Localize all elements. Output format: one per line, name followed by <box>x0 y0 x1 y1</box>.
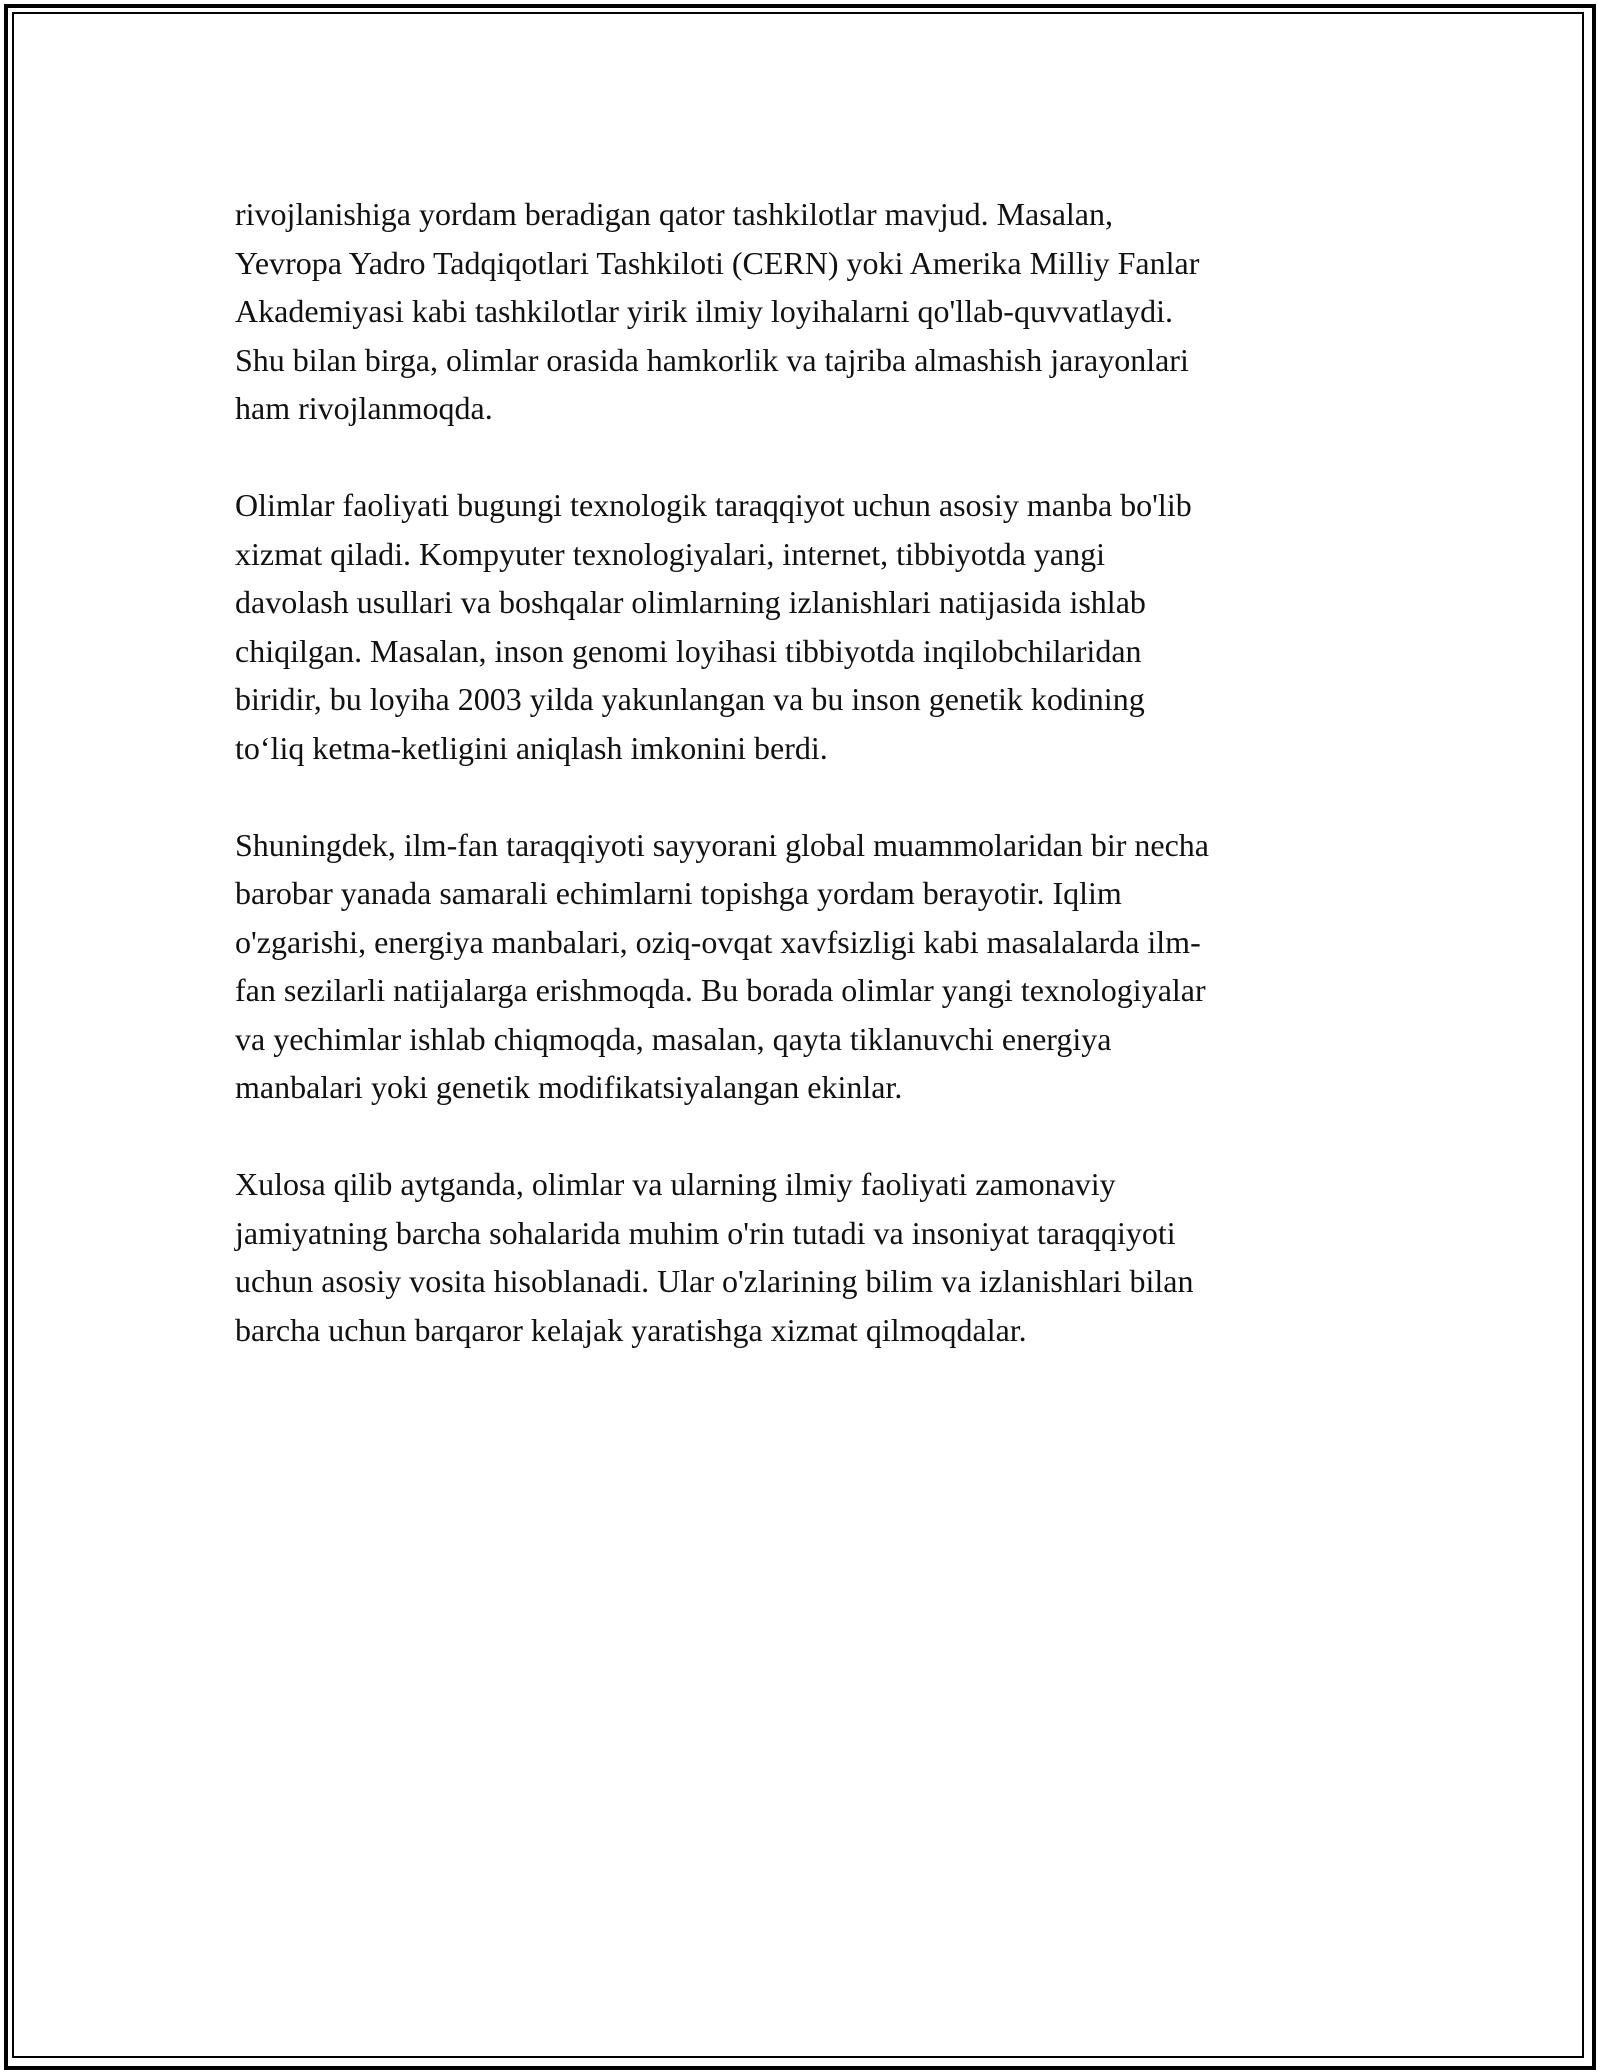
text-line: barobar yanada samarali echimlarni topishga yordam berayotir. Iqlim <box>235 875 1122 911</box>
text-line: o'zgarishi, energiya manbalari, oziq-ovqat xavfsizligi kabi masalalarda ilm- <box>235 923 1201 960</box>
text-line: to‘liq ketma-ketligini aniqlash imkonini berdi. <box>235 729 828 766</box>
text-line: manbalari yoki genetik modifikatsiyalangan ekinlar. <box>235 1069 903 1105</box>
text-line: xizmat qiladi. Kompyuter texnologiyalari, internet, tibbiyotda yangi <box>235 535 1106 572</box>
text-line: biridir, bu loyiha 2003 yilda yakunlangan va bu inson genetik kodining <box>235 681 1145 717</box>
text-line: jamiyatning barcha sohalarida muhim o'rin tutadi va insoniyat taraqqiyoti <box>235 1214 1176 1251</box>
text-line: Shu bilan birga, olimlar orasida hamkorlik va tajriba almashish jarayonlari <box>235 341 1189 378</box>
text-line: fan sezilarli natijalarga erishmoqda. Bu borada olimlar yangi texnologiyalar <box>235 972 1206 1008</box>
text-line: Akademiyasi kabi tashkilotlar yirik ilmiy loyihalarni qo'llab-quvvatlaydi. <box>235 293 1174 329</box>
text-line: rivojlanishiga yordam beradigan qator tashkilotlar mavjud. Masalan, <box>235 196 1113 232</box>
document-body <box>235 190 1385 1403</box>
text-line: Shuningdek, ilm-fan taraqqiyoti sayyorani global muammolaridan bir necha <box>235 826 1209 863</box>
text-line: uchun asosiy vosita hisoblanadi. Ular o'zlarining bilim va izlanishlari bilan <box>235 1263 1194 1299</box>
text-line: ham rivojlanmoqda. <box>235 390 493 426</box>
paragraph-3 <box>235 821 1385 1112</box>
text-line: chiqilgan. Masalan, inson genomi loyihasi tibbiyotda inqilobchilaridan <box>235 632 1142 669</box>
text-line: Yevropa Yadro Tadqiqotlari Tashkiloti (CERN) yoki Amerika Milliy Fanlar <box>235 244 1200 281</box>
text-line: davolash usullari va boshqalar olimlarning izlanishlari natijasida ishlab <box>235 584 1146 620</box>
text-line: Olimlar faoliyati bugungi texnologik taraqqiyot uchun asosiy manba bo'lib <box>235 487 1192 523</box>
text-line: Xulosa qilib aytganda, olimlar va ularning ilmiy faoliyati zamonaviy <box>235 1166 1116 1202</box>
text-line: va yechimlar ishlab chiqmoqda, masalan, qayta tiklanuvchi energiya <box>235 1020 1112 1057</box>
paragraph-1 <box>235 190 1385 433</box>
paragraph-2 <box>235 481 1385 772</box>
text-line: barcha uchun barqaror kelajak yaratishga xizmat qilmoqdalar. <box>235 1311 1027 1348</box>
paragraph-4 <box>235 1160 1385 1354</box>
